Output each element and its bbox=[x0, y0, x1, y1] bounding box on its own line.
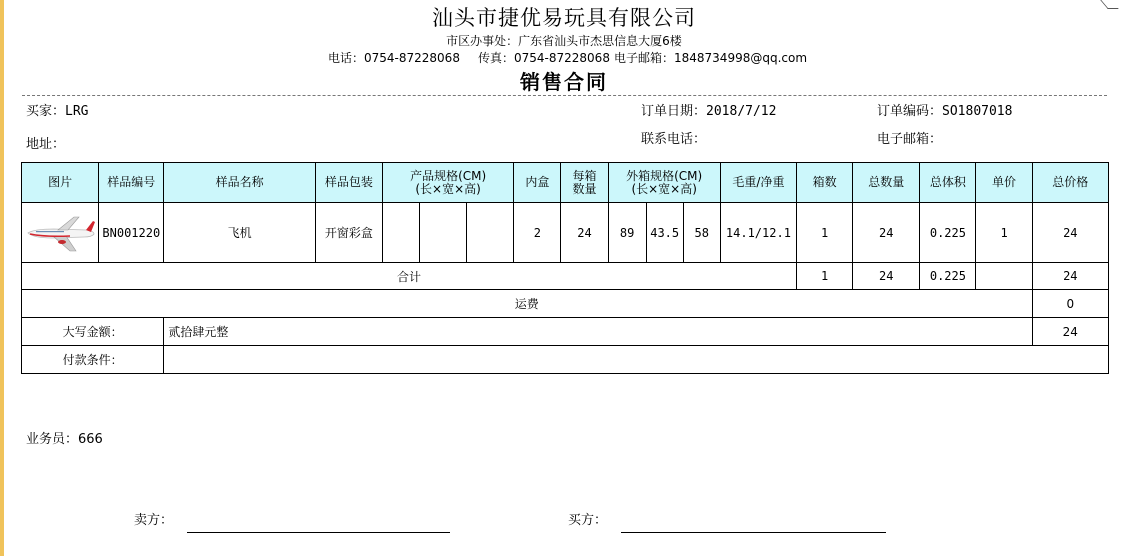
payment-terms-label: 付款条件： bbox=[22, 346, 164, 374]
header-carton-spec-line2: (长×宽×高) bbox=[631, 181, 697, 196]
address-label: 地址： bbox=[26, 137, 66, 152]
header-product-spec bbox=[382, 163, 513, 203]
carton-height-cell: 58 bbox=[683, 203, 720, 263]
buyer-value: LRG bbox=[65, 104, 89, 119]
address-info bbox=[26, 133, 65, 152]
company-phone: 电话：0754-87228068 bbox=[328, 51, 460, 65]
freight-value: 0 bbox=[1032, 290, 1108, 318]
salesperson-value: 666 bbox=[78, 432, 103, 447]
payment-terms-value bbox=[164, 346, 1109, 374]
product-image-cell bbox=[22, 203, 99, 263]
table-header-row bbox=[22, 163, 1109, 203]
total-price-cell: 24 bbox=[1032, 203, 1108, 263]
total-qty-cell: 24 bbox=[853, 203, 920, 263]
carton-length-cell: 89 bbox=[608, 203, 646, 263]
subtotal-label: 合计 bbox=[22, 263, 797, 290]
freight-label: 运费 bbox=[22, 290, 1033, 318]
header-total-qty: 总数量 bbox=[853, 163, 920, 203]
spec-length-cell bbox=[382, 203, 419, 263]
contact-phone-info bbox=[641, 128, 706, 147]
amount-words-value: 贰拾肆元整 bbox=[164, 318, 1032, 346]
cartons-cell: 1 bbox=[797, 203, 853, 263]
header-image: 图片 bbox=[22, 163, 99, 203]
document-title: 销售合同 bbox=[520, 70, 608, 94]
subtotal-total-price: 24 bbox=[1032, 263, 1108, 290]
buyer-signature-label: 买方： bbox=[568, 513, 608, 528]
email-info bbox=[877, 128, 942, 147]
header-carton-spec-line1: 外箱规格(CM) bbox=[626, 168, 703, 183]
header-per-carton-line1: 每箱 bbox=[572, 168, 597, 183]
airplane-toy-image bbox=[24, 211, 96, 255]
header-item-no: 样品编号 bbox=[99, 163, 164, 203]
contact-phone-label: 联系电话： bbox=[641, 132, 707, 147]
amount-words-label: 大写金额： bbox=[22, 318, 164, 346]
order-date-label: 订单日期： bbox=[641, 104, 707, 119]
per-carton-cell: 24 bbox=[561, 203, 608, 263]
amount-words-total: 24 bbox=[1032, 318, 1108, 346]
header-total-volume: 总体积 bbox=[920, 163, 976, 203]
order-number-info bbox=[877, 100, 1012, 119]
buyer-info bbox=[26, 100, 89, 119]
order-date-info bbox=[641, 100, 776, 119]
amount-words-row bbox=[22, 318, 1109, 346]
order-table bbox=[21, 162, 1109, 374]
header-packaging: 样品包装 bbox=[315, 163, 382, 203]
carton-width-cell: 43.5 bbox=[646, 203, 683, 263]
header-product-spec-line1: 产品规格(CM) bbox=[410, 168, 487, 183]
header-divider bbox=[22, 95, 1107, 96]
header-unit-price: 单价 bbox=[976, 163, 1032, 203]
order-date-value: 2018/7/12 bbox=[706, 104, 777, 119]
payment-terms-row bbox=[22, 346, 1109, 374]
header-product-spec-line2: (长×宽×高) bbox=[415, 181, 481, 196]
spec-width-cell bbox=[420, 203, 467, 263]
seller-signature-line bbox=[187, 532, 450, 533]
header-item-name: 样品名称 bbox=[164, 163, 315, 203]
header-per-carton-line2: 数量 bbox=[572, 181, 597, 196]
inner-box-cell: 2 bbox=[514, 203, 561, 263]
total-volume-cell: 0.225 bbox=[920, 203, 976, 263]
office-address: 市区办事处：广东省汕头市杰思信息大厦6楼 bbox=[446, 34, 682, 48]
unit-price-cell: 1 bbox=[976, 203, 1032, 263]
header-total-price: 总价格 bbox=[1032, 163, 1108, 203]
item-no-cell: BN001220 bbox=[99, 203, 164, 263]
buyer-label: 买家： bbox=[26, 104, 66, 119]
header-weight: 毛重/净重 bbox=[720, 163, 796, 203]
header-carton-spec bbox=[608, 163, 720, 203]
subtotal-row bbox=[22, 263, 1109, 290]
subtotal-total-volume: 0.225 bbox=[920, 263, 976, 290]
freight-row bbox=[22, 290, 1109, 318]
subtotal-unit-price bbox=[976, 263, 1032, 290]
email-label: 电子邮箱： bbox=[877, 132, 943, 147]
company-email: 电子邮箱：1848734998@qq.com bbox=[614, 51, 808, 65]
header-per-carton bbox=[561, 163, 608, 203]
spec-height-cell bbox=[467, 203, 514, 263]
salesperson bbox=[26, 428, 103, 447]
header-inner-box: 内盒 bbox=[514, 163, 561, 203]
weight-cell: 14.1/12.1 bbox=[720, 203, 796, 263]
item-name-cell: 飞机 bbox=[164, 203, 315, 263]
subtotal-total-qty: 24 bbox=[853, 263, 920, 290]
seller-signature-label: 卖方： bbox=[134, 513, 174, 528]
subtotal-cartons: 1 bbox=[797, 263, 853, 290]
packaging-cell: 开窗彩盒 bbox=[315, 203, 382, 263]
order-number-label: 订单编码： bbox=[877, 104, 943, 119]
buyer-signature-line bbox=[621, 532, 886, 533]
company-fax: 传真：0754-87228068 bbox=[478, 51, 610, 65]
order-number-value: SO1807018 bbox=[942, 104, 1013, 119]
table-row bbox=[22, 203, 1109, 263]
salesperson-label: 业务员： bbox=[26, 432, 79, 447]
header-cartons: 箱数 bbox=[797, 163, 853, 203]
company-name: 汕头市捷优易玩具有限公司 bbox=[432, 6, 696, 30]
